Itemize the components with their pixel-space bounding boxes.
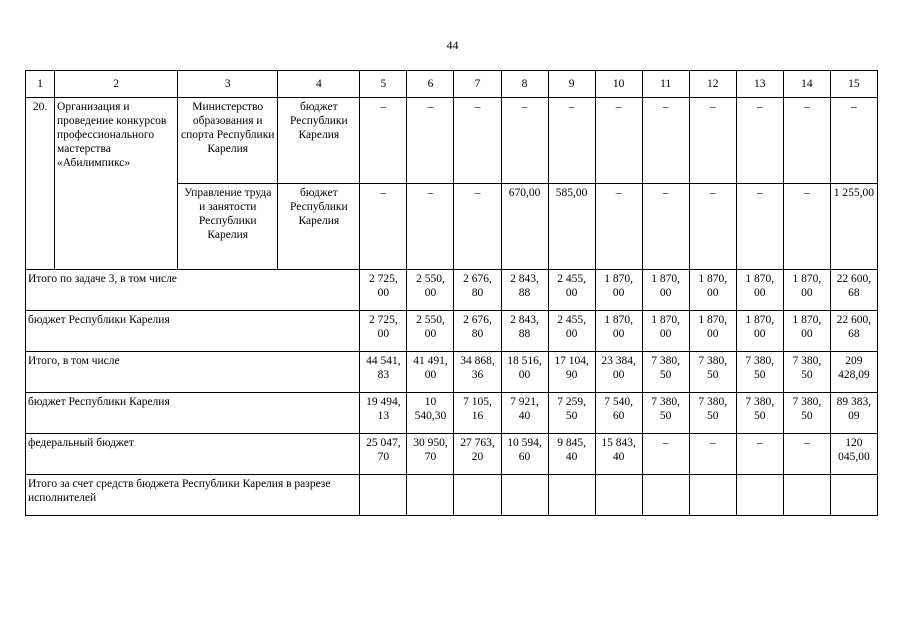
value-cell bbox=[736, 475, 783, 516]
value-cell: 7 540, 60 bbox=[595, 393, 642, 434]
value-cell: 1 870, 00 bbox=[595, 270, 642, 311]
value-cell: 1 870, 00 bbox=[689, 270, 736, 311]
page-number: 44 bbox=[446, 38, 459, 52]
value-cell: – bbox=[407, 184, 454, 270]
column-number: 15 bbox=[830, 71, 877, 98]
value-cell: 34 868, 36 bbox=[454, 352, 501, 393]
task-index: 20. bbox=[26, 98, 55, 270]
value-cell: 23 384, 00 bbox=[595, 352, 642, 393]
value-cell: 9 845, 40 bbox=[548, 434, 595, 475]
value-cell: – bbox=[689, 184, 736, 270]
value-cell: – bbox=[736, 98, 783, 184]
table-row-summary bbox=[26, 352, 878, 393]
summary-label: бюджет Республики Карелия bbox=[26, 393, 360, 434]
value-cell: – bbox=[830, 98, 877, 184]
value-cell: 585,00 bbox=[548, 184, 595, 270]
column-number: 10 bbox=[595, 71, 642, 98]
value-cell: 22 600, 68 bbox=[830, 270, 877, 311]
value-cell: 7 380, 50 bbox=[736, 393, 783, 434]
value-cell: 209 428,09 bbox=[830, 352, 877, 393]
value-cell bbox=[689, 475, 736, 516]
value-cell: – bbox=[360, 184, 407, 270]
value-cell bbox=[360, 475, 407, 516]
summary-label: федеральный бюджет bbox=[26, 434, 360, 475]
value-cell: – bbox=[360, 98, 407, 184]
summary-label: бюджет Республики Карелия bbox=[26, 311, 360, 352]
column-number: 7 bbox=[454, 71, 501, 98]
funding-source: бюджет Республики Карелия bbox=[278, 98, 360, 184]
column-number: 2 bbox=[55, 71, 178, 98]
table-row-summary bbox=[26, 475, 878, 516]
value-cell: – bbox=[595, 98, 642, 184]
column-number-row bbox=[26, 71, 878, 98]
value-cell: 1 870, 00 bbox=[783, 311, 830, 352]
value-cell: 7 380, 50 bbox=[783, 393, 830, 434]
value-cell: – bbox=[736, 434, 783, 475]
value-cell: 7 380, 50 bbox=[689, 393, 736, 434]
column-number: 8 bbox=[501, 71, 548, 98]
funding-source: бюджет Республики Карелия bbox=[278, 184, 360, 270]
value-cell: – bbox=[736, 184, 783, 270]
value-cell: 1 255,00 bbox=[830, 184, 877, 270]
value-cell: 1 870, 00 bbox=[736, 311, 783, 352]
value-cell: 120 045,00 bbox=[830, 434, 877, 475]
value-cell: – bbox=[454, 184, 501, 270]
column-number: 11 bbox=[642, 71, 689, 98]
value-cell: – bbox=[642, 434, 689, 475]
value-cell: 44 541, 83 bbox=[360, 352, 407, 393]
table-row-summary bbox=[26, 434, 878, 475]
value-cell: 1 870, 00 bbox=[642, 311, 689, 352]
value-cell: 2 676, 80 bbox=[454, 270, 501, 311]
value-cell: 2 550, 00 bbox=[407, 311, 454, 352]
value-cell: 27 763, 20 bbox=[454, 434, 501, 475]
value-cell: 30 950, 70 bbox=[407, 434, 454, 475]
value-cell: 2 676, 80 bbox=[454, 311, 501, 352]
column-number: 12 bbox=[689, 71, 736, 98]
value-cell: 1 870, 00 bbox=[736, 270, 783, 311]
task-name: Организация и проведение конкурсов профессионального мастерства «Абилимпикс» bbox=[55, 98, 178, 270]
value-cell: 7 259, 50 bbox=[548, 393, 595, 434]
value-cell: 15 843, 40 bbox=[595, 434, 642, 475]
value-cell: 670,00 bbox=[501, 184, 548, 270]
table-row-summary bbox=[26, 393, 878, 434]
value-cell bbox=[595, 475, 642, 516]
value-cell: 7 380, 50 bbox=[642, 352, 689, 393]
table-row-summary bbox=[26, 270, 878, 311]
value-cell: 7 380, 50 bbox=[783, 352, 830, 393]
value-cell: – bbox=[642, 98, 689, 184]
value-cell: 7 380, 50 bbox=[689, 352, 736, 393]
value-cell: 2 455, 00 bbox=[548, 311, 595, 352]
value-cell: 2 550, 00 bbox=[407, 270, 454, 311]
value-cell: – bbox=[783, 184, 830, 270]
value-cell bbox=[501, 475, 548, 516]
value-cell: 2 725, 00 bbox=[360, 311, 407, 352]
column-number: 3 bbox=[178, 71, 278, 98]
executor-name: Министерство образования и спорта Республики Карелия bbox=[178, 98, 278, 184]
value-cell bbox=[830, 475, 877, 516]
value-cell: 1 870, 00 bbox=[783, 270, 830, 311]
column-number: 6 bbox=[407, 71, 454, 98]
column-number: 5 bbox=[360, 71, 407, 98]
table-row-executor-1 bbox=[26, 98, 878, 184]
value-cell: – bbox=[501, 98, 548, 184]
value-cell: 10 540,30 bbox=[407, 393, 454, 434]
value-cell: 1 870, 00 bbox=[689, 311, 736, 352]
value-cell: – bbox=[548, 98, 595, 184]
value-cell: – bbox=[407, 98, 454, 184]
value-cell: 7 921, 40 bbox=[501, 393, 548, 434]
value-cell bbox=[454, 475, 501, 516]
summary-label: Итого, в том числе bbox=[26, 352, 360, 393]
value-cell: 18 516, 00 bbox=[501, 352, 548, 393]
value-cell: 10 594, 60 bbox=[501, 434, 548, 475]
value-cell: 41 491, 00 bbox=[407, 352, 454, 393]
column-number: 9 bbox=[548, 71, 595, 98]
value-cell: 17 104, 90 bbox=[548, 352, 595, 393]
table-row-summary bbox=[26, 311, 878, 352]
value-cell: 89 383, 09 bbox=[830, 393, 877, 434]
value-cell: 1 870, 00 bbox=[642, 270, 689, 311]
value-cell: – bbox=[595, 184, 642, 270]
value-cell: 7 380, 50 bbox=[736, 352, 783, 393]
value-cell: 19 494, 13 bbox=[360, 393, 407, 434]
column-number: 1 bbox=[26, 71, 55, 98]
summary-label: Итого по задаче 3, в том числе bbox=[26, 270, 360, 311]
column-number: 13 bbox=[736, 71, 783, 98]
value-cell: – bbox=[689, 434, 736, 475]
value-cell: 2 725, 00 bbox=[360, 270, 407, 311]
value-cell bbox=[783, 475, 830, 516]
budget-table bbox=[25, 70, 878, 516]
value-cell: 7 105, 16 bbox=[454, 393, 501, 434]
value-cell: 25 047, 70 bbox=[360, 434, 407, 475]
column-number: 14 bbox=[783, 71, 830, 98]
value-cell: – bbox=[454, 98, 501, 184]
executor-name: Управление труда и занятости Республики Карелия bbox=[178, 184, 278, 270]
value-cell: – bbox=[783, 434, 830, 475]
value-cell: 22 600, 68 bbox=[830, 311, 877, 352]
summary-label: Итого за счет средств бюджета Республики Карелия в разрезе исполнителей bbox=[26, 475, 360, 516]
value-cell: – bbox=[689, 98, 736, 184]
value-cell: – bbox=[783, 98, 830, 184]
value-cell: 7 380, 50 bbox=[642, 393, 689, 434]
value-cell: – bbox=[642, 184, 689, 270]
value-cell: 2 843, 88 bbox=[501, 270, 548, 311]
value-cell bbox=[642, 475, 689, 516]
value-cell: 2 455, 00 bbox=[548, 270, 595, 311]
value-cell bbox=[548, 475, 595, 516]
column-number: 4 bbox=[278, 71, 360, 98]
value-cell bbox=[407, 475, 454, 516]
value-cell: 2 843, 88 bbox=[501, 311, 548, 352]
value-cell: 1 870, 00 bbox=[595, 311, 642, 352]
